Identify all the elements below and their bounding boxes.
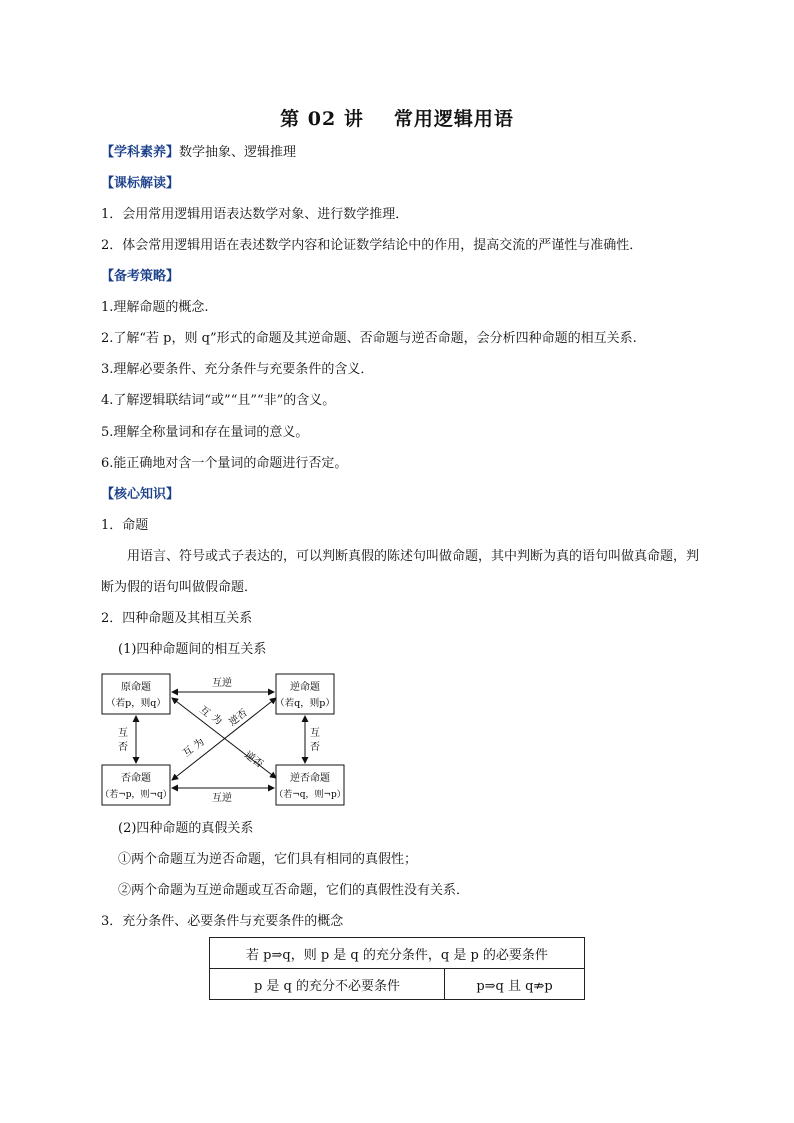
standard-item: 1．会用常用逻辑用语表达数学对象、进行数学推理．	[101, 207, 409, 222]
lecture-number: 第 02 讲	[280, 108, 364, 130]
core-literacy-text: 数学抽象、逻辑推理	[179, 145, 297, 160]
label-left-2: 否	[118, 742, 128, 753]
lecture-topic: 常用逻辑用语	[393, 108, 514, 130]
strategy-item: 6.能正确地对含一个量词的命题进行否定。	[101, 456, 348, 471]
strategy-item: 1.理解命题的概念.	[101, 300, 209, 315]
label-diag-d1: 逆否	[242, 749, 265, 771]
table-row	[210, 938, 585, 969]
label-diag-c2: 为	[192, 736, 207, 752]
table-cell-row2-left: p 是 q 的充分不必要条件	[210, 969, 445, 1000]
label-right-2: 否	[310, 742, 320, 753]
box-original-form: （若p，则q）	[106, 698, 166, 709]
strategy-item: 4.了解逻辑联结词“或”“且”“非”的含义。	[101, 393, 336, 408]
k1-heading: 1．命题	[101, 518, 149, 533]
box-original-name: 原命题	[121, 682, 151, 693]
k2-sub1: (1)四种命题间的相互关系	[118, 642, 267, 657]
label-top: 互逆	[212, 678, 232, 689]
table-cell-row2-right: p⇒q 且 q⇏p	[445, 969, 585, 1000]
k1-body-line2: 断为假的语句叫做假命题．	[101, 580, 258, 595]
k2-item2: ②两个命题为互逆命题或互否命题，它们的真假性没有关系．	[118, 883, 470, 898]
strategy-item: 2.了解“若 p，则 q”形式的命题及其逆命题、否命题与逆否命题，会分析四种命题的相互关系.	[101, 331, 637, 346]
core-literacy-tag: 【学科素养】	[101, 145, 180, 160]
k1-body-line1: 用语言、符号或式子表达的，可以判断真假的陈述句叫做命题，其中判断为真的语句叫做真命题，判	[127, 549, 700, 564]
four-propositions-diagram	[95, 668, 355, 810]
k3-heading: 3．充分条件、必要条件与充要条件的概念	[101, 914, 344, 929]
k2-heading: 2．四种命题及其相互关系	[101, 611, 253, 626]
box-converse-name: 逆命题	[290, 682, 320, 693]
box-contrapositive-form: （若¬q，则¬p）	[274, 790, 346, 800]
label-diag-c1: 互	[181, 744, 196, 760]
k2-item1: ①两个命题互为逆否命题，它们具有相同的真假性；	[118, 852, 418, 867]
label-bottom: 互逆	[212, 793, 232, 804]
standards-tag: 【课标解读】	[101, 176, 180, 191]
box-converse-form: （若q，则p）	[275, 698, 335, 709]
strategy-item: 3.理解必要条件、充分条件与充要条件的含义．	[101, 362, 374, 377]
k2-sub2: (2)四种命题的真假关系	[118, 821, 254, 836]
standard-item: 2．体会常用逻辑用语在表述数学内容和论证数学结论中的作用，提高交流的严谨性与准确性．	[101, 238, 643, 253]
strategy-tag-line	[101, 268, 179, 286]
strategy-item: 5.理解全称量词和存在量词的意义。	[101, 425, 309, 440]
knowledge-tag-line	[101, 486, 179, 504]
core-literacy-line	[101, 144, 296, 162]
box-contrapositive-name: 逆否命题	[290, 773, 330, 784]
page-title	[0, 104, 794, 131]
strategy-tag: 【备考策略】	[101, 269, 180, 284]
standards-tag-line	[101, 175, 179, 193]
box-inverse-form: （若¬p，则¬q）	[100, 790, 172, 800]
label-left-1: 互	[118, 728, 128, 739]
conditions-table	[209, 937, 585, 1000]
table-cell-row1: 若 p⇒q，则 p 是 q 的充分条件，q 是 p 的必要条件	[210, 938, 585, 969]
label-diag-a2: 为	[209, 712, 224, 728]
box-inverse-name: 否命题	[121, 773, 151, 784]
label-right-1: 互	[310, 728, 320, 739]
label-diag-b1: 逆否	[227, 707, 250, 729]
table-row	[210, 969, 585, 1000]
knowledge-tag: 【核心知识】	[101, 487, 180, 502]
label-diag-a1: 互	[197, 704, 212, 720]
